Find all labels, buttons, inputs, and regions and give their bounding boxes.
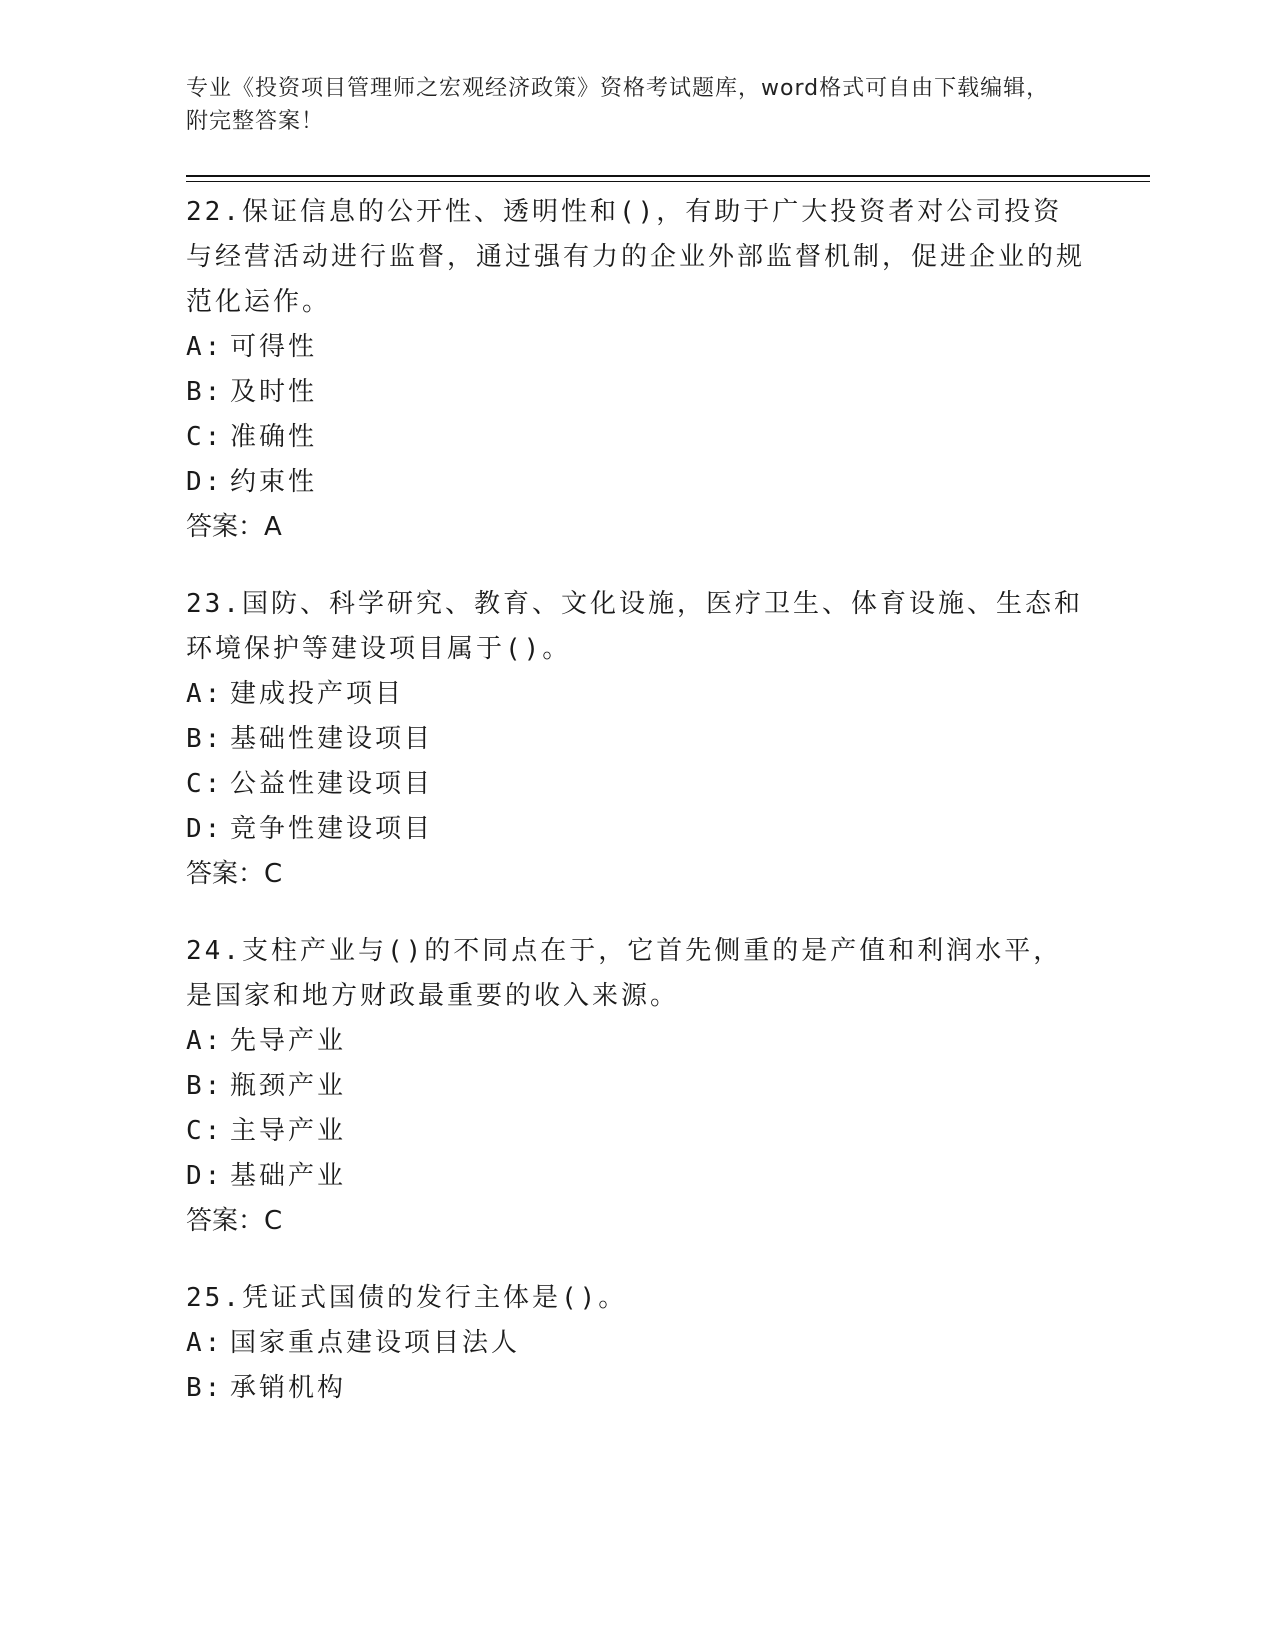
option-a — [186, 1019, 1086, 1064]
option-letter: B: — [186, 724, 224, 754]
option-c — [186, 762, 1086, 807]
option-a — [186, 672, 1086, 717]
answer-line: 答案：C — [186, 1206, 283, 1236]
option-text: 基础产业 — [230, 1161, 347, 1191]
answer-line: 答案：A — [186, 512, 282, 542]
question-22 — [186, 190, 1086, 550]
option-letter: D: — [186, 467, 224, 497]
option-text: 先导产业 — [230, 1026, 347, 1056]
option-text: 基础性建设项目 — [230, 724, 434, 754]
option-text: 竞争性建设项目 — [230, 814, 434, 844]
option-letter: A: — [186, 1026, 224, 1056]
question-stem: 24.支柱产业与()的不同点在于，它首先侧重的是产值和利润水平，是国家和地方财政最重要的收入来源。 — [186, 936, 1063, 1011]
option-letter: D: — [186, 1161, 224, 1191]
option-letter: A: — [186, 679, 224, 709]
option-letter: C: — [186, 422, 224, 452]
question-stem: 25.凭证式国债的发行主体是()。 — [186, 1283, 628, 1313]
option-c — [186, 415, 1086, 460]
option-a — [186, 1321, 1086, 1366]
option-letter: C: — [186, 769, 224, 799]
option-d — [186, 1154, 1086, 1199]
option-text: 国家重点建设项目法人 — [230, 1328, 521, 1358]
answer-line: 答案：C — [186, 859, 283, 889]
option-text: 公益性建设项目 — [230, 769, 434, 799]
option-c — [186, 1109, 1086, 1154]
option-b — [186, 1064, 1086, 1109]
option-text: 建成投产项目 — [230, 679, 405, 709]
option-letter: B: — [186, 1373, 224, 1403]
question-stem: 22.保证信息的公开性、透明性和()，有助于广大投资者对公司投资与经营活动进行监督，通过强有力的企业外部监督机制，促进企业的规范化运作。 — [186, 197, 1086, 317]
option-letter: B: — [186, 1071, 224, 1101]
option-letter: D: — [186, 814, 224, 844]
option-b — [186, 717, 1086, 762]
option-a — [186, 325, 1086, 370]
option-text: 瓶颈产业 — [230, 1071, 347, 1101]
option-letter: C: — [186, 1116, 224, 1146]
question-25 — [186, 1276, 1086, 1411]
question-stem: 23.国防、科学研究、教育、文化设施，医疗卫生、体育设施、生态和环境保护等建设项目属于()。 — [186, 589, 1083, 664]
document-header: 专业《投资项目管理师之宏观经济政策》资格考试题库，word格式可自由下载编辑，附完整答案！ — [186, 76, 1050, 134]
header-rule-thick — [186, 175, 1150, 177]
header-rule-thin — [186, 181, 1150, 182]
option-b — [186, 1366, 1086, 1411]
option-d — [186, 460, 1086, 505]
option-letter: B: — [186, 377, 224, 407]
option-text: 可得性 — [230, 332, 318, 362]
option-d — [186, 807, 1086, 852]
question-23 — [186, 582, 1086, 897]
option-text: 约束性 — [230, 467, 318, 497]
option-text: 承销机构 — [230, 1373, 347, 1403]
option-text: 准确性 — [230, 422, 318, 452]
option-b — [186, 370, 1086, 415]
option-letter: A: — [186, 332, 224, 362]
option-text: 及时性 — [230, 377, 318, 407]
question-24 — [186, 929, 1086, 1244]
question-list — [186, 190, 1086, 1443]
option-letter: A: — [186, 1328, 224, 1358]
option-text: 主导产业 — [230, 1116, 347, 1146]
